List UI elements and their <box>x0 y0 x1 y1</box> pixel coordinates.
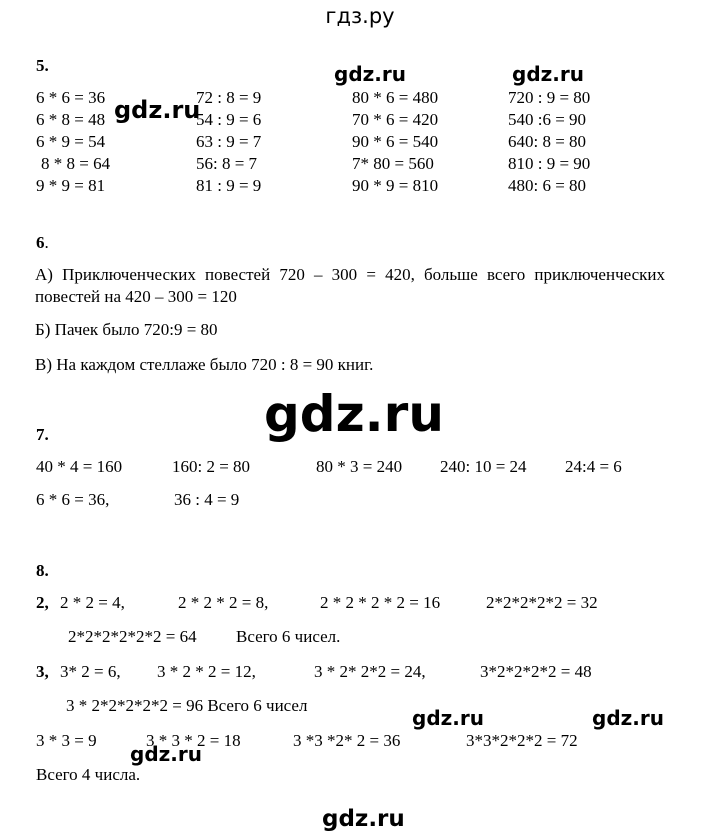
watermark: gdz.ru <box>512 62 584 86</box>
watermark: gdz.ru <box>322 806 405 832</box>
watermark: gdz.ru <box>412 706 484 730</box>
watermark: gdz.ru <box>114 96 201 124</box>
watermark: gdz.ru <box>334 62 406 86</box>
expression: 720 : 9 = 80 <box>508 88 591 107</box>
expression: 3*2*2*2*2 = 48 <box>480 662 592 681</box>
task-8-number: 8. <box>36 561 49 580</box>
expression: 2 * 2 * 2 * 2 = 16 <box>320 593 441 612</box>
expression: 6 * 6 = 36, <box>36 490 110 509</box>
expression: 6 * 8 = 48 <box>36 110 106 129</box>
expression: 24:4 = 6 <box>565 457 622 476</box>
watermark-large: gdz.ru <box>264 385 444 443</box>
expression: 3 * 2* 2*2 = 24, <box>314 662 426 681</box>
expression: 3 * 2*2*2*2*2 = 96 Всего 6 чисел <box>66 696 308 715</box>
expression: 6 * 9 = 54 <box>36 132 106 151</box>
expression: 640: 8 = 80 <box>508 132 587 151</box>
site-header: гдз.ру <box>325 4 395 28</box>
expression: 63 : 9 = 7 <box>196 132 262 151</box>
task-6-answer-c: В) На каждом стеллаже было 720 : 8 = 90 книг. <box>35 355 374 374</box>
expression: 6 * 6 = 36 <box>36 88 106 107</box>
expression: 3*3*2*2*2 = 72 <box>466 731 578 750</box>
expression: 2*2*2*2*2 = 32 <box>486 593 598 612</box>
task-5-number: 5. <box>36 56 49 75</box>
expression: 3 *3 *2* 2 = 36 <box>293 731 401 750</box>
expression: 72 : 8 = 9 <box>196 88 262 107</box>
block-label: 3, <box>36 662 49 681</box>
expression: 81 : 9 = 9 <box>196 176 262 195</box>
task-6-dot: . <box>44 233 49 252</box>
task-7-number: 7. <box>36 425 49 444</box>
task-6-number <box>36 233 49 253</box>
expression: 2 * 2 = 4, <box>60 593 125 612</box>
expression: 54 : 9 = 6 <box>196 110 262 129</box>
expression: 3* 2 = 6, <box>60 662 121 681</box>
block-label: 2, <box>36 593 49 612</box>
expression: 2 * 2 * 2 = 8, <box>178 593 269 612</box>
task-6-answer-b: Б) Пачек было 720:9 = 80 <box>35 320 218 339</box>
expression: 90 * 6 = 540 <box>352 132 439 151</box>
block-total: Всего 6 чисел. <box>236 627 341 646</box>
expression: 540 :6 = 90 <box>508 110 587 129</box>
expression: 3 * 3 = 9 <box>36 731 97 750</box>
expression: 40 * 4 = 160 <box>36 457 123 476</box>
watermark: gdz.ru <box>130 742 202 766</box>
expression: 36 : 4 = 9 <box>174 490 240 509</box>
task-8-total: Всего 4 числа. <box>36 765 141 784</box>
expression: 3 * 2 * 2 = 12, <box>157 662 256 681</box>
expression: 160: 2 = 80 <box>172 457 251 476</box>
task-6-digit: 6 <box>36 233 45 252</box>
expression: 240: 10 = 24 <box>440 457 527 476</box>
expression: 8 * 8 = 64 <box>41 154 111 173</box>
expression: 480: 6 = 80 <box>508 176 587 195</box>
expression: 810 : 9 = 90 <box>508 154 591 173</box>
expression: 2*2*2*2*2*2 = 64 <box>68 627 197 646</box>
expression: 7* 80 = 560 <box>352 154 434 173</box>
expression: 70 * 6 = 420 <box>352 110 439 129</box>
expression: 80 * 3 = 240 <box>316 457 403 476</box>
task-6-answer-a: А) Приключенческих повестей 720 – 300 = 420, больше всего приключенческих повестей на 420 – 300 = 120 <box>35 265 665 306</box>
expression: 3 * 3 * 2 = 18 <box>146 731 241 750</box>
expression: 80 * 6 = 480 <box>352 88 439 107</box>
watermark: gdz.ru <box>592 706 664 730</box>
expression: 56: 8 = 7 <box>196 154 258 173</box>
expression: 90 * 9 = 810 <box>352 176 439 195</box>
expression: 9 * 9 = 81 <box>36 176 106 195</box>
